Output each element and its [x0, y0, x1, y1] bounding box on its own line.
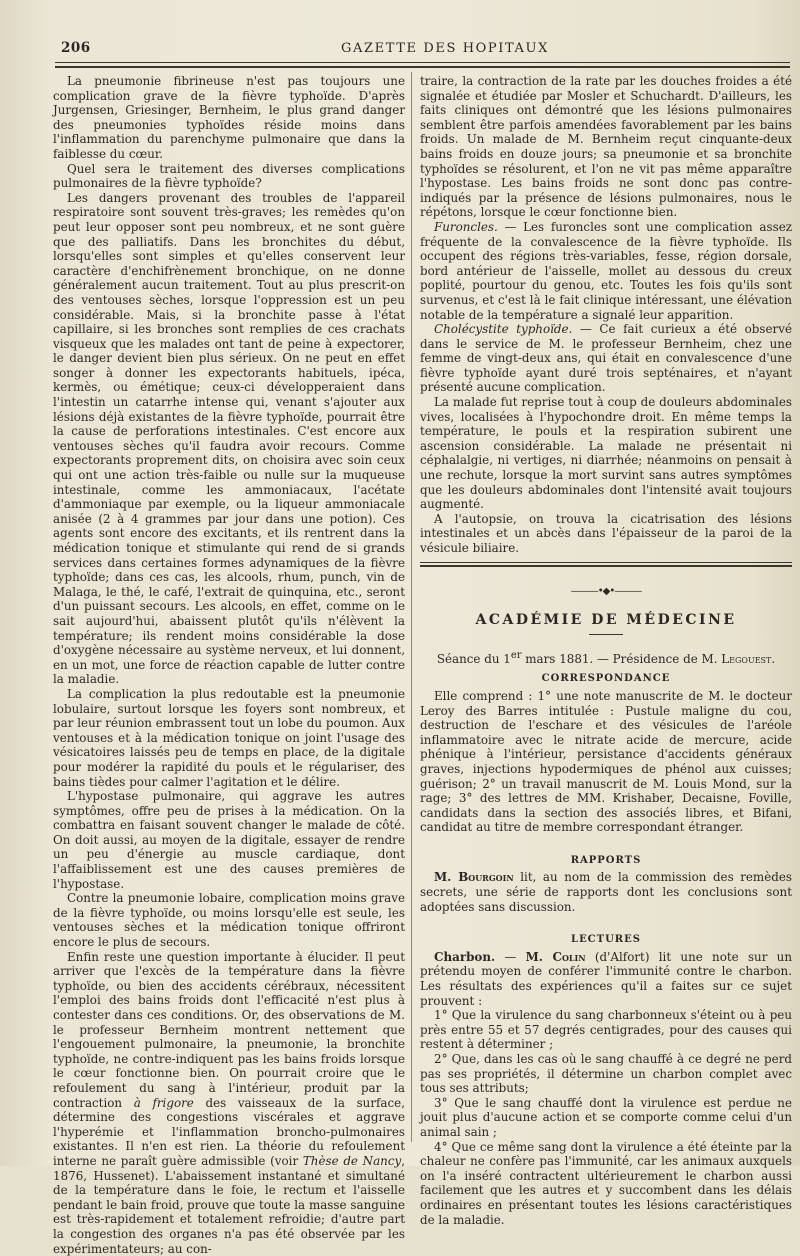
paragraph: A l'autopsie, on trouva la cicatrisation des lésions intestinales et un abcès dans l'épaisseur de la paroi de la vésicule biliaire.	[420, 511, 792, 555]
text-run: (d'Alfort) lit une note sur un prétendu moyen de conférer l'immunité contre le charbon. Les résultats des expériences qu'il a faites sur ce sujet prouvent :	[420, 949, 792, 1008]
header-rule-thin	[55, 62, 790, 63]
paragraph: La pneumonie fibrineuse n'est pas toujours une complication grave de la fièvre typhoïde. D'après Jurgensen, Griesinger, Bernheim, le plus grand danger des pneumonies typhoïdes réside moins dans l'inflammation du parenchyme pulmonaire que dans la faiblesse du cœur.	[53, 74, 405, 161]
short-rule	[589, 634, 623, 635]
section-heading-cholecystite: Cholécystite typhoïde.	[434, 322, 573, 337]
list-item: 4° Que ce même sang dont la virulence a été éteinte par la chaleur ne confère pas l'immunité, car les animaux auxquels on l'a inséré contractent ultérieurement le charbon aussi facilement que les autres et y succombent dans les délais ordinaires en présentant toutes les lésions caractéristiques de la maladie.	[420, 1139, 792, 1227]
italic-citation: Thèse de Nancy	[302, 1153, 402, 1168]
paragraph-charbon	[420, 950, 792, 1008]
text-run: Enfin reste une question importante à élucider. Il peut arriver que l'excès de la température dans la fièvre typhoïde, ou bien des accidents cérébraux, nécessitent l'emploi des bains froids dont l'efficacité n'est plus à contester dans ces conditions. Or, des observations de M. le professeur Bernheim montrent nettement que l'engouement pulmonaire, la pneumonie, la bronchite typhoïde, ne contre-indiquent pas les bains froids lorsque le cœur fonctionne bien. On pourrait croire que le refoulement du sang à l'intérieur, produit par la contraction	[53, 949, 405, 1110]
text-run: — Ce fait curieux a été observé dans le service de M. le professeur Bernheim, chez une femme de vingt-deux ans, qui était en convalescence d'une fièvre typhoïde ayant duré trois septénaires, et n'ayant présenté aucune complication.	[420, 322, 792, 395]
section-title-correspondance: CORRESPONDANCE	[541, 673, 671, 685]
paragraph-rapports	[420, 870, 792, 914]
left-column	[53, 74, 405, 1256]
superscript: er	[510, 649, 522, 661]
paragraph-furoncles	[420, 220, 792, 322]
list-item: 1° Que la virulence du sang charbonneux s'éteint ou à peu près entre 55 et 57 degrés centigrades, pour des causes qui restent à déterminer ;	[420, 1008, 792, 1052]
text-run: , 1876, Hussenet). L'abaissement instantané et simultané de la température dans le foie, le rectum et l'aisselle pendant le bain froid, prouve que toute la masse sanguine est très-rapidement et totalement refroidie; d'autre part la congestion des organes n'a pas été observée par les expérimentateurs; au con-	[53, 1153, 405, 1256]
text-run: lit, au nom de la commission des remèdes secrets, une série de rapports dont les conclusions sont adoptées sans discussion.	[420, 870, 792, 914]
speaker-name: M. Bourgoin	[434, 870, 514, 885]
paragraph-continuation: traire, la contraction de la rate par les douches froides a été signalée et étudiée par Mosler et Schuchardt. D'ailleurs, les faits cliniques ont démontré que les lésions pulmonaires semblent être parfois amendées favorablement par les bains froids. Un malade de M. Bernheim reçut cinquante-deux bains froids en douze jours; sa pneumonie et sa bronchite typhoïdes se résolurent, et l'on ne vit pas même apparaître l'hypostase. Les bains froids ne sont donc pas contre-indiqués par la présence de lésions pulmonaires, nous le répétons, lorsque le cœur fonctionne bien.	[420, 74, 792, 220]
speaker-name: M. Colin	[525, 949, 586, 964]
right-column	[420, 74, 792, 1227]
paragraph-correspondance: Elle comprend : 1° une note manuscrite de M. le docteur Leroy des Barres intitulée : Pustule maligne du cou, destruction de l'eschare et des vésicules de l'aréole inflammatoire avec le nitrate acide de mercure, acide phénique à l'intérieur, persistance d'accidents généraux graves, injections hypodermiques de phénol aux cuisses; guérison; 2° un travail manuscrit de M. Louis Mond, sur la rage; 3° des lettres de MM. Krishaber, Decaisne, Foville, candidats dans la section des associés libres, et Bifani, candidat au titre de membre correspondant étranger.	[420, 688, 792, 835]
list-item: 3° Que le sang chauffé dont la virulence est perdue ne jouit plus d'aucune action et se comporte comme celui d'un animal sain ;	[420, 1095, 792, 1139]
running-head: GAZETTE DES HOPITAUX	[341, 41, 549, 56]
page-header	[55, 38, 790, 64]
section-rule-thick	[420, 565, 792, 567]
section-heading-charbon: Charbon.	[434, 949, 496, 964]
text-run: des vaisseaux de la surface, détermine des congestions viscérales et aggrave l'hyperémie et l'inflammation broncho-pulmonaires existantes. Il n'en est rien. La théorie du refoulement interne ne paraît guère admissible (voir	[53, 1095, 405, 1168]
paragraph: L'hypostase pulmonaire, qui aggrave les autres symptômes, offre peu de prises à la médication. On la combattra en faisant souvent changer le malade de côté. On doit aussi, au moyen de la digitale, essayer de rendre un peu d'énergie au muscle cardiaque, dont l'affaiblissement est une des causes premières de l'hypostase.	[53, 789, 405, 891]
paragraph-cholecystite	[420, 322, 792, 395]
list-item: 2° Que, dans les cas où le sang chauffé à ce degré ne perd pas ses propriétés, il détermine un charbon complet avec tous ses attributs;	[420, 1052, 792, 1096]
section-title-rapports: RAPPORTS	[570, 854, 642, 866]
seance-line	[420, 649, 792, 667]
column-divider	[411, 72, 412, 1142]
academy-title: ACADÉMIE DE MÉDECINE	[475, 612, 737, 629]
paragraph: La complication la plus redoutable est la pneumonie lobulaire, surtout lorsque les foyers sont nombreux, et par leur réunion embrassent tout un lobe du poumon. Aux ventouses et à la médication tonique on joint l'usage des vésicatoires laissés peu de temps en place, de la digitale pour modérer la rapidité du pouls et le régulariser, des bains tièdes pour calmer l'agitation et le délire.	[53, 686, 405, 789]
section-title-lectures: LECTURES	[571, 934, 641, 946]
paragraph: Contre la pneumonie lobaire, complication moins grave de la fièvre typhoïde, ou moins lorsqu'elle est seule, les ventouses sèches et la médication tonique offriront encore le plus de secours.	[53, 891, 405, 950]
italic-term: à frigore	[133, 1095, 194, 1110]
page-number: 206	[61, 40, 91, 56]
text-run: —	[495, 949, 526, 964]
ornament-divider: ———•◆•———	[570, 585, 642, 597]
paragraph: Quel sera le traitement des diverses complications pulmonaires de la fièvre typhoïde?	[53, 161, 405, 191]
section-rule-thin	[420, 562, 792, 563]
section-heading-furoncles: Furoncles.	[434, 219, 498, 234]
president-name: Legouest	[721, 651, 772, 666]
text-run: .	[771, 651, 776, 666]
paragraph: La malade fut reprise tout à coup de douleurs abdominales vives, localisées à l'hypochondre droit. En même temps la température, le pouls et la respiration subirent une ascension considérable. La malade ne présentait ni céphalalgie, ni vertiges, ni diarrhée; néanmoins on pensait à une rechute, lorsque la mort survint sans autres symptômes que les douleurs abdominales dont l'intensité avait toujours augmenté.	[420, 395, 792, 512]
text-run: Séance du 1	[436, 651, 511, 666]
header-rule-thick	[55, 66, 790, 68]
text-run: mars 1881. — Présidence de M.	[521, 651, 722, 666]
paragraph-cold-baths	[53, 950, 405, 1256]
paragraph: Les dangers provenant des troubles de l'appareil respiratoire sont souvent très-graves; les remèdes qu'on peut leur opposer sont peu nombreux, et ne sont guère que des palliatifs. Dans les bronchites du début, lorsqu'elles sont simples et qu'elles conservent leur caractère d'enchifrènement bronchique, on ne donne généralement aucun traitement. Tout au plus prescrit-on des ventouses sèches, lorsque l'oppression est un peu considérable. Mais, si la bronchite passe à l'état capillaire, si les bronches sont remplies de ces crachats visqueux que les malades ont tant de peine à expectorer, le danger devient bien plus sérieux. On ne peut en effet songer à donner les expectorants habituels, ipéca, kermès, ou émétique; ceux-ci développeraient dans l'intestin un catarrhe intense qui, venant s'ajouter aux lésions déjà existantes de la fièvre typhoïde, pourrait être la cause de perforations intestinales. C'est encore aux ventouses sèches qu'il faudra avoir recours. Comme expectorants proprement dits, on choisira avec soin ceux qui ont une action très-faible ou nulle sur la muqueuse intestinale, comme les ammoniacaux, l'acétate d'ammoniaque par exemple, ou la liqueur ammoniacale anisée (2 à 4 grammes par jour dans une potion). Ces agents sont encore des excitants, et ils rentrent dans la médication tonique et stimulante qui rend de si grands services dans certaines formes adynamiques de la fièvre typhoïde; dans ces cas, les alcools, rhum, punch, vin de Malaga, le thé, le café, l'extrait de quinquina, etc., seront d'un puissant secours. Les alcools, en effet, comme on le sait aujourd'hui, abaissent plutôt qu'ils n'élèvent la température; ils rendent moins considérable la dose d'oxygène nécessaire au système nerveux, et lui donnent, en un mot, une force de réaction capable de lutter contre la maladie.	[53, 190, 405, 687]
text-run: — Les furoncles sont une complication assez fréquente de la convalescence de la fièvre typhoïde. Ils occupent des régions très-variables, fesse, région dorsale, bord antérieur de l'aisselle, mollet au dessous du creux poplité, pourtour du genou, etc. Toutes les fois qu'ils sont survenus, et c'est là le fait clinique intéressant, une élévation notable de la température a signalé leur apparition.	[420, 219, 792, 322]
